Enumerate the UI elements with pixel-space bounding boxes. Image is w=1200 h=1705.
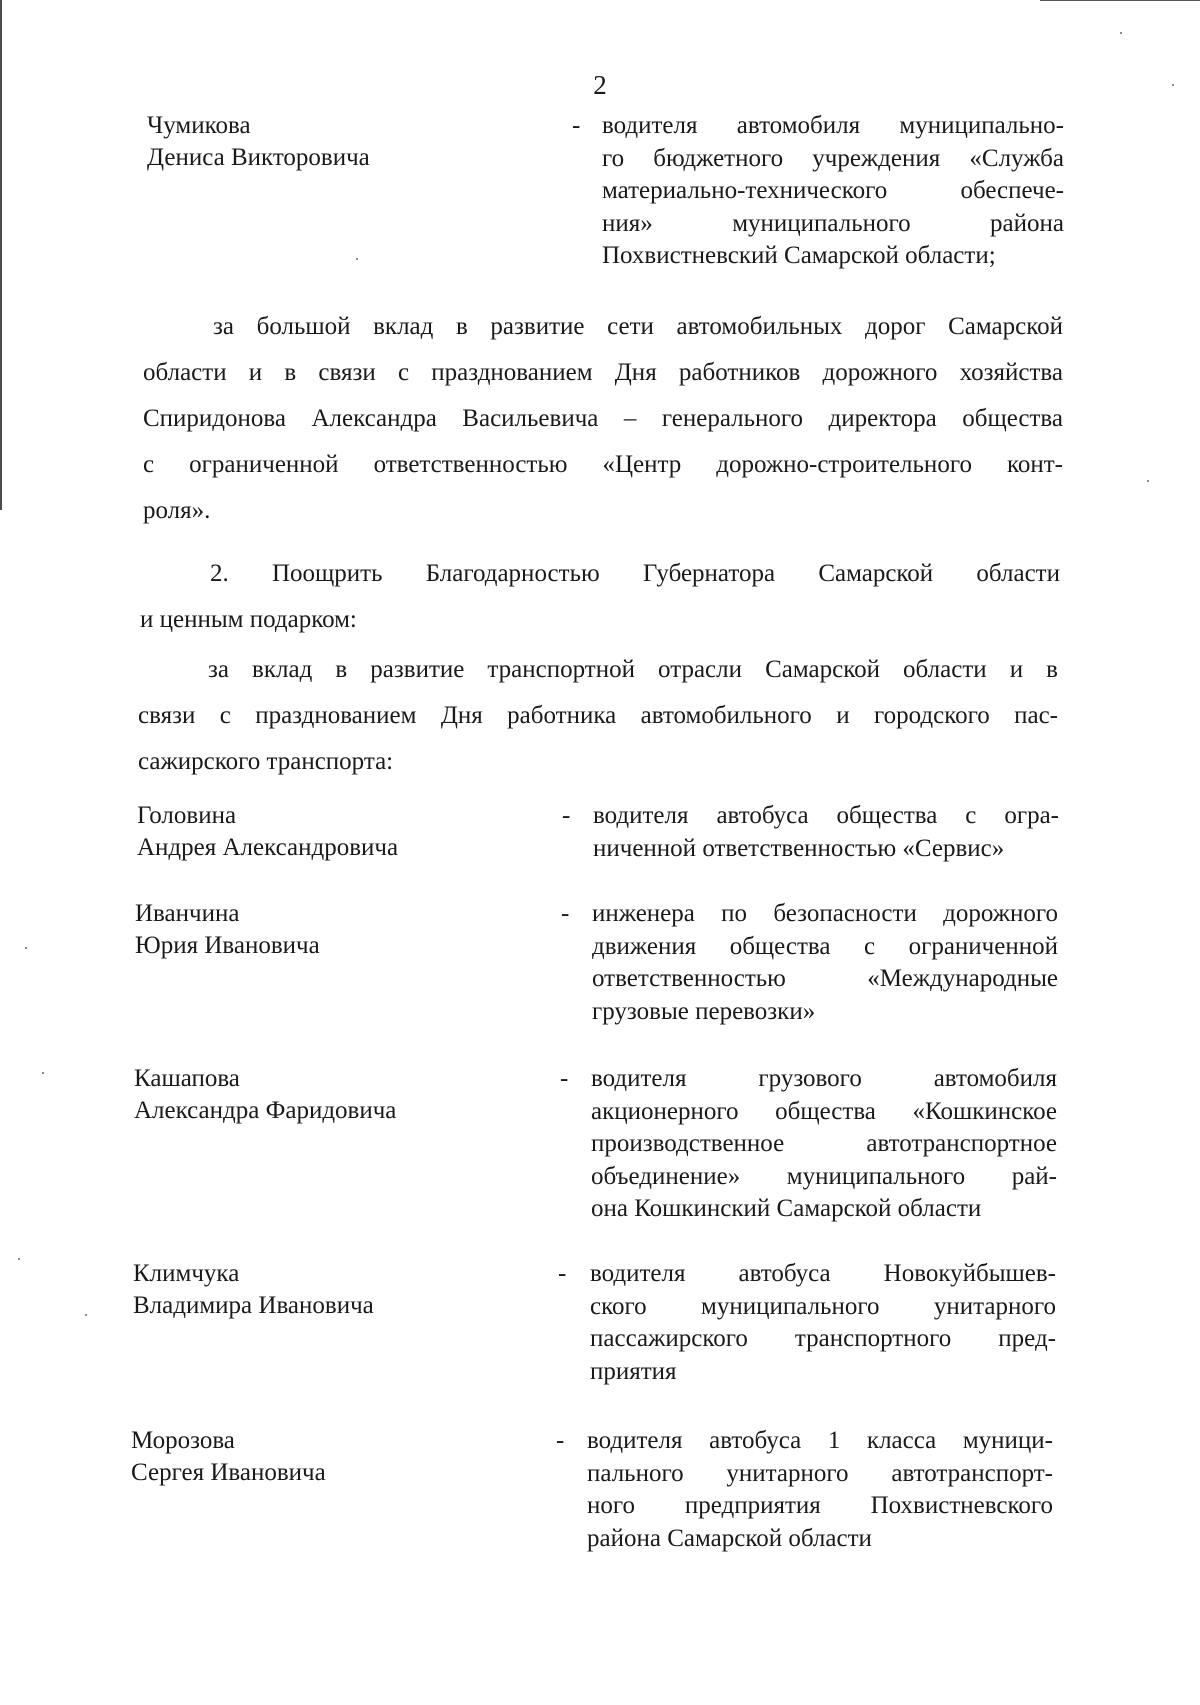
person-name (147, 110, 370, 174)
entry-dash: - (560, 1065, 569, 1092)
scan-speck (18, 1258, 20, 1260)
given-names: Андрея Александровича (137, 834, 399, 861)
position-description: водителя автобуса Новокуйбышев- ского муниципального унитарного пассажирского транспортного пред- приятия (590, 1260, 1056, 1385)
surname: Кашапова (134, 1065, 240, 1092)
position-description: инженера по безопасности дорожного движения общества с ограниченной ответственностью «Международные грузовые перевозки» (592, 900, 1058, 1025)
scan-speck (85, 1314, 87, 1316)
scan-speck (1147, 480, 1149, 482)
given-names: Владимира Ивановича (133, 1292, 374, 1319)
surname: Чумикова (147, 112, 251, 139)
given-names: Юрия Ивановича (135, 932, 320, 959)
person-name (137, 800, 398, 864)
scan-speck (25, 947, 27, 949)
scan-top-line (1040, 0, 1200, 1)
scan-speck (356, 258, 358, 260)
entry-dash: - (556, 1427, 565, 1454)
position-description: водителя грузового автомобиля акционерного общества «Кошкинское производственное автотранспортное объединение» муниципального рай- она Кошкинский Самарской области (591, 1065, 1057, 1222)
paragraph-award-roads: за большой вклад в развитие сети автомобильных дорог Самарской области и в связи с празднованием Дня работников дорожного хозяйства Спиридонова Александра Васильевича – генерального директора общества с ограниченной ответственностью «Центр дорожно-строительного конт- роля». (143, 313, 1063, 524)
entry-dash: - (561, 900, 570, 927)
entry-dash: - (572, 112, 581, 139)
person-name (133, 1258, 374, 1322)
surname: Морозова (131, 1427, 235, 1454)
given-names: Александра Фаридовича (134, 1097, 397, 1124)
person-name (131, 1425, 326, 1489)
given-names: Дениса Викторовича (147, 144, 370, 171)
paragraph-award-transport: за вклад в развитие транспортной отрасли Самарской области и в связи с празднованием Дня работника автомобильного и городского пас- сажирского транспорта: (138, 656, 1058, 775)
paragraph-item-2: 2. Поощрить Благодарностью Губернатора Самарской области и ценным подарком: (140, 560, 1060, 633)
entry-dash: - (558, 1260, 567, 1287)
scan-speck (42, 1072, 44, 1074)
surname: Иванчина (135, 900, 240, 927)
entry-dash: - (562, 802, 571, 829)
page-number: 2 (593, 70, 607, 100)
person-name (134, 1063, 396, 1127)
scan-speck (1120, 32, 1122, 34)
given-names: Сергея Ивановича (131, 1459, 326, 1486)
position-description: водителя автобуса 1 класса муници- пального унитарного автотранспорт- ного предприятия Похвистневского района Самарской области (587, 1427, 1053, 1552)
surname: Головина (137, 802, 237, 829)
position-description: водителя автомобиля муниципально- го бюджетного учреждения «Служба материально-технического обеспече- ния» муниципального района Похвистневский Самарской области; (602, 112, 1064, 269)
surname: Климчука (133, 1260, 240, 1287)
person-name (135, 898, 320, 962)
position-description: водителя автобуса общества с огра- ниченной ответственностью «Сервис» (593, 802, 1059, 862)
scan-speck (1172, 84, 1174, 86)
